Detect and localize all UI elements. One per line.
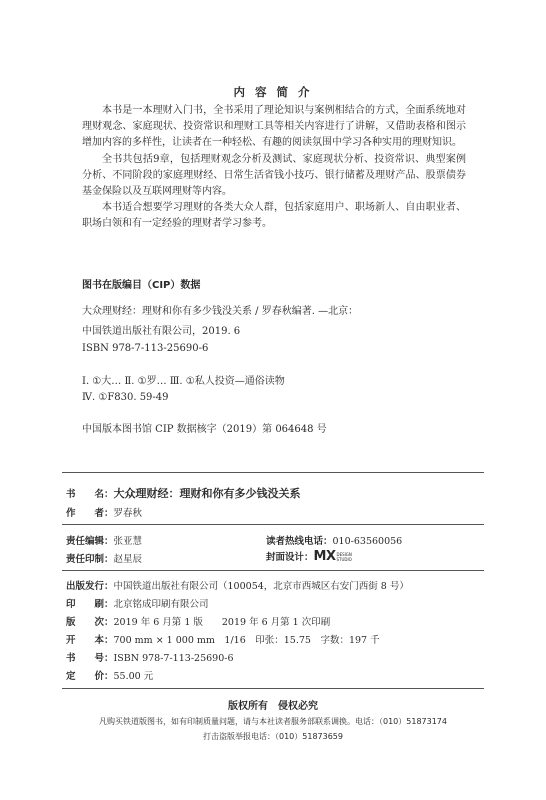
hotline-number: 010-63560056 xyxy=(332,536,403,547)
publication-label: 版 次： xyxy=(66,617,114,628)
publication-value: 2019 年 6 月第 1 版 2019 年 6 月第 1 次印刷 xyxy=(113,617,331,628)
divider xyxy=(62,472,484,473)
editor-row xyxy=(66,533,142,547)
publication-row xyxy=(66,578,409,592)
cip-title-line: 大众理财经：理财和你有多少钱没关系 / 罗春秋编著. —北京： xyxy=(82,306,359,317)
printing-name: 赵星辰 xyxy=(113,554,143,565)
cover-designer-logo-sub xyxy=(336,553,351,562)
intro-paragraph: 本书适合想要学习理财的各类大众人群，包括家庭用户、职场新人、自由职业者、职场白领和有一定经验的理财者学习参考。 xyxy=(82,202,466,230)
printing-label: 责任印制： xyxy=(66,554,114,565)
hotline-label: 读者热线电话： xyxy=(266,536,333,547)
intro-heading: 内 容 简 介 xyxy=(233,85,313,99)
cip-classification-1: Ⅰ. ①大… Ⅱ. ①罗… Ⅲ. ①私人投资—通俗读物 xyxy=(82,376,285,387)
hotline-row xyxy=(266,533,402,547)
intro-paragraph: 本书是一本理财入门书，全书采用了理论知识与案例相结合的方式，全面系统地对理财观念、家庭现状、投资常识和理财工具等相关内容进行了讲解，又借助表格和图示增加内容的多样性，让读者在一种轻松、有趣的阅读氛围中学习各种实用的理财知识。 xyxy=(82,105,466,149)
publication-value: 55.00 元 xyxy=(113,671,154,682)
cip-isbn: ISBN 978-7-113-25690-6 xyxy=(82,343,209,354)
divider xyxy=(62,570,484,571)
cip-heading: 图书在版编目（CIP）数据 xyxy=(82,280,201,291)
editor-name: 张亚慧 xyxy=(113,536,143,547)
logo-sub-studio: STUDIO xyxy=(336,556,352,562)
book-title-label: 书 名： xyxy=(66,489,114,500)
piracy-hotline: 打击盗版举报电话：（010）51873659 xyxy=(203,732,343,741)
book-title-row xyxy=(66,485,301,501)
cover-label: 封面设计： xyxy=(266,552,314,563)
printing-row xyxy=(66,551,142,565)
cip-publisher-line: 中国铁道出版社有限公司，2019. 6 xyxy=(82,326,241,337)
publication-row xyxy=(66,614,330,628)
publication-value: ISBN 978-7-113-25690-6 xyxy=(113,653,234,664)
intro-body xyxy=(82,103,466,233)
cip-classification-2: Ⅳ. ①F830. 59-49 xyxy=(82,392,169,403)
publication-value: 700 mm × 1 000 mm 1/16 印张：15.75 字数：197 千 xyxy=(113,635,380,646)
cover-row xyxy=(266,549,352,564)
intro-paragraph: 全书共包括9章，包括理财观念分析及测试、家庭现状分析、投资常识、典型案例分析、不同阶段的家庭理财经、日常生活省钱小技巧、银行储蓄及理财产品、股票债券基金保险以及互联网理财等内容。 xyxy=(82,153,466,198)
publication-label: 定 价： xyxy=(66,671,114,682)
publication-row xyxy=(66,596,209,610)
publication-label: 书 号： xyxy=(66,653,114,664)
editor-label: 责任编辑： xyxy=(66,536,114,547)
quality-notice: 凡购买铁道版图书，如有印制质量问题，请与本社读者服务部联系调换。电话：（010）51873174 xyxy=(99,717,447,726)
logo-sub-design: DESIGN xyxy=(336,552,352,557)
publication-value: 北京铭成印刷有限公司 xyxy=(113,599,209,610)
publication-value: 中国铁道出版社有限公司（100054，北京市西城区右安门西街 8 号） xyxy=(113,581,409,592)
publication-row xyxy=(66,668,153,682)
divider xyxy=(62,688,484,689)
cip-core-number: 中国版本图书馆 CIP 数据核字（2019）第 064648 号 xyxy=(82,424,327,435)
author-label: 作 者： xyxy=(66,508,114,519)
publication-row xyxy=(66,632,380,646)
author-row xyxy=(66,505,142,519)
divider xyxy=(62,524,484,525)
author-name: 罗春秋 xyxy=(113,508,143,519)
publication-label: 出版发行： xyxy=(66,581,114,592)
publication-label: 印 刷： xyxy=(66,599,114,610)
rights-notice: 版权所有 侵权必究 xyxy=(228,701,318,712)
publication-row xyxy=(66,650,234,664)
cover-designer-logo: MX xyxy=(313,549,336,564)
publication-label: 开 本： xyxy=(66,635,114,646)
book-title: 大众理财经：理财和你有多少钱没关系 xyxy=(113,487,301,500)
